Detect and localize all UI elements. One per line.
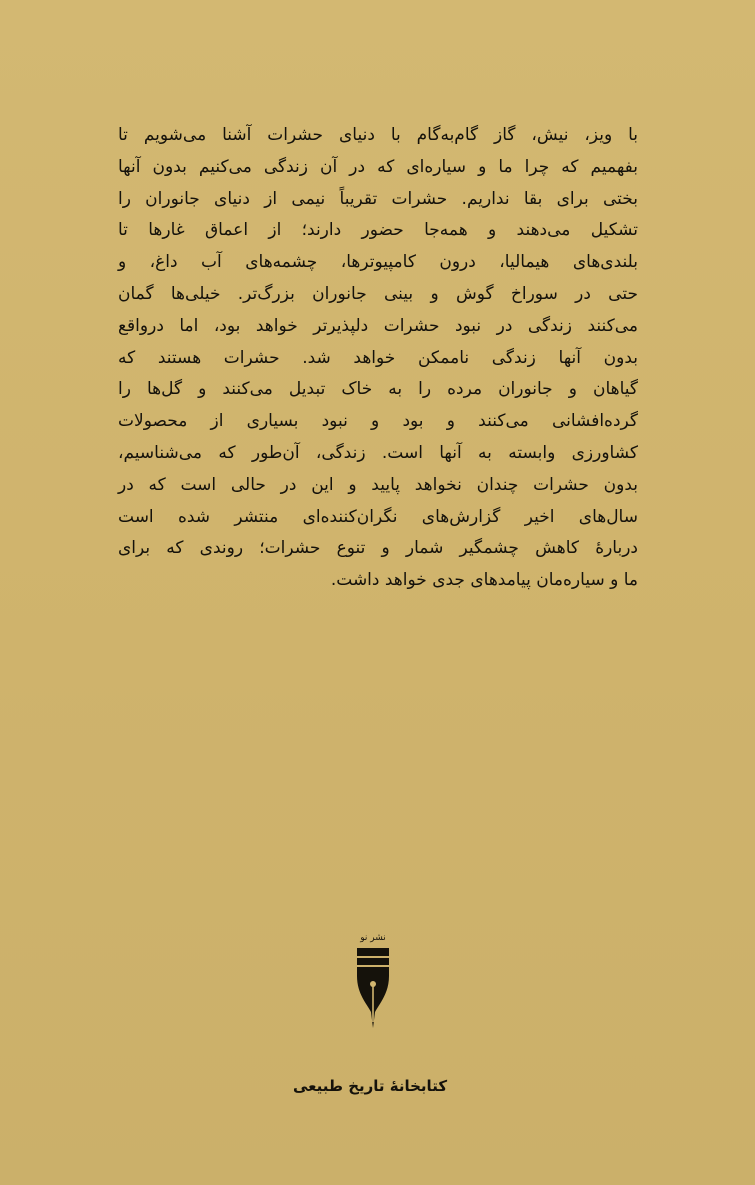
series-title: کتابخانهٔ تاریخ طبیعی — [292, 1077, 448, 1095]
blurb-line: بلندی‌های هیمالیا، درون کامپیوترها، چشمه‌های آب داغ، و — [118, 252, 638, 273]
blurb-line: می‌کنند زندگی در نبود حشرات دلپذیرتر خواهد بود، اما درواقع — [118, 315, 638, 336]
blurb-line: با ویز، نیش، گاز گام‌به‌گام با دنیای حشرات آشنا می‌شویم تا — [118, 125, 638, 145]
blurb-line: سال‌های اخیر گزارش‌های نگران‌کننده‌ای منتشر شده است — [118, 506, 638, 527]
publisher-logo — [351, 932, 395, 1032]
publisher-logo-text: نشر نو — [360, 933, 386, 943]
blurb-line: بختی برای بقا نداریم. حشرات تقریباً نیمی از دنیای جانوران را — [118, 188, 638, 209]
blurb-line: کشاورزی وابسته به آنها است. زندگی، آن‌طور که می‌شناسیم، — [118, 442, 638, 463]
blurb-line: حتی در سوراخ گوش و بینی جانوران بزرگ‌تر. خیلی‌ها گمان — [118, 283, 638, 304]
blurb-line: گرده‌افشانی می‌کنند و بود و نبود بسیاری از محصولات — [118, 411, 638, 432]
blurb-text — [118, 120, 638, 597]
blurb-line: ما و سیاره‌مان پیامدهای جدی خواهد داشت. — [330, 570, 638, 591]
blurb-line: گیاهان و جانوران مرده را به خاک تبدیل می‌کنند و گل‌ها را — [118, 379, 638, 400]
blurb-line: دربارهٔ کاهش چشمگیر شمار و تنوع حشرات؛ روندی که برای — [118, 538, 638, 559]
blurb-line: تشکیل می‌دهند و همه‌جا حضور دارند؛ از اعماق غارها تا — [118, 220, 638, 241]
blurb-line: بدون آنها زندگی ناممکن خواهد شد. حشرات هستند که — [118, 347, 638, 368]
blurb-line: بدون حشرات چندان نخواهد پایید و این در حالی است که در — [118, 474, 638, 495]
blurb-line: بفهمیم که چرا ما و سیاره‌ای که در آن زندگی می‌کنیم بدون آنها — [118, 156, 638, 177]
fountain-pen-nib-icon — [355, 948, 391, 1028]
